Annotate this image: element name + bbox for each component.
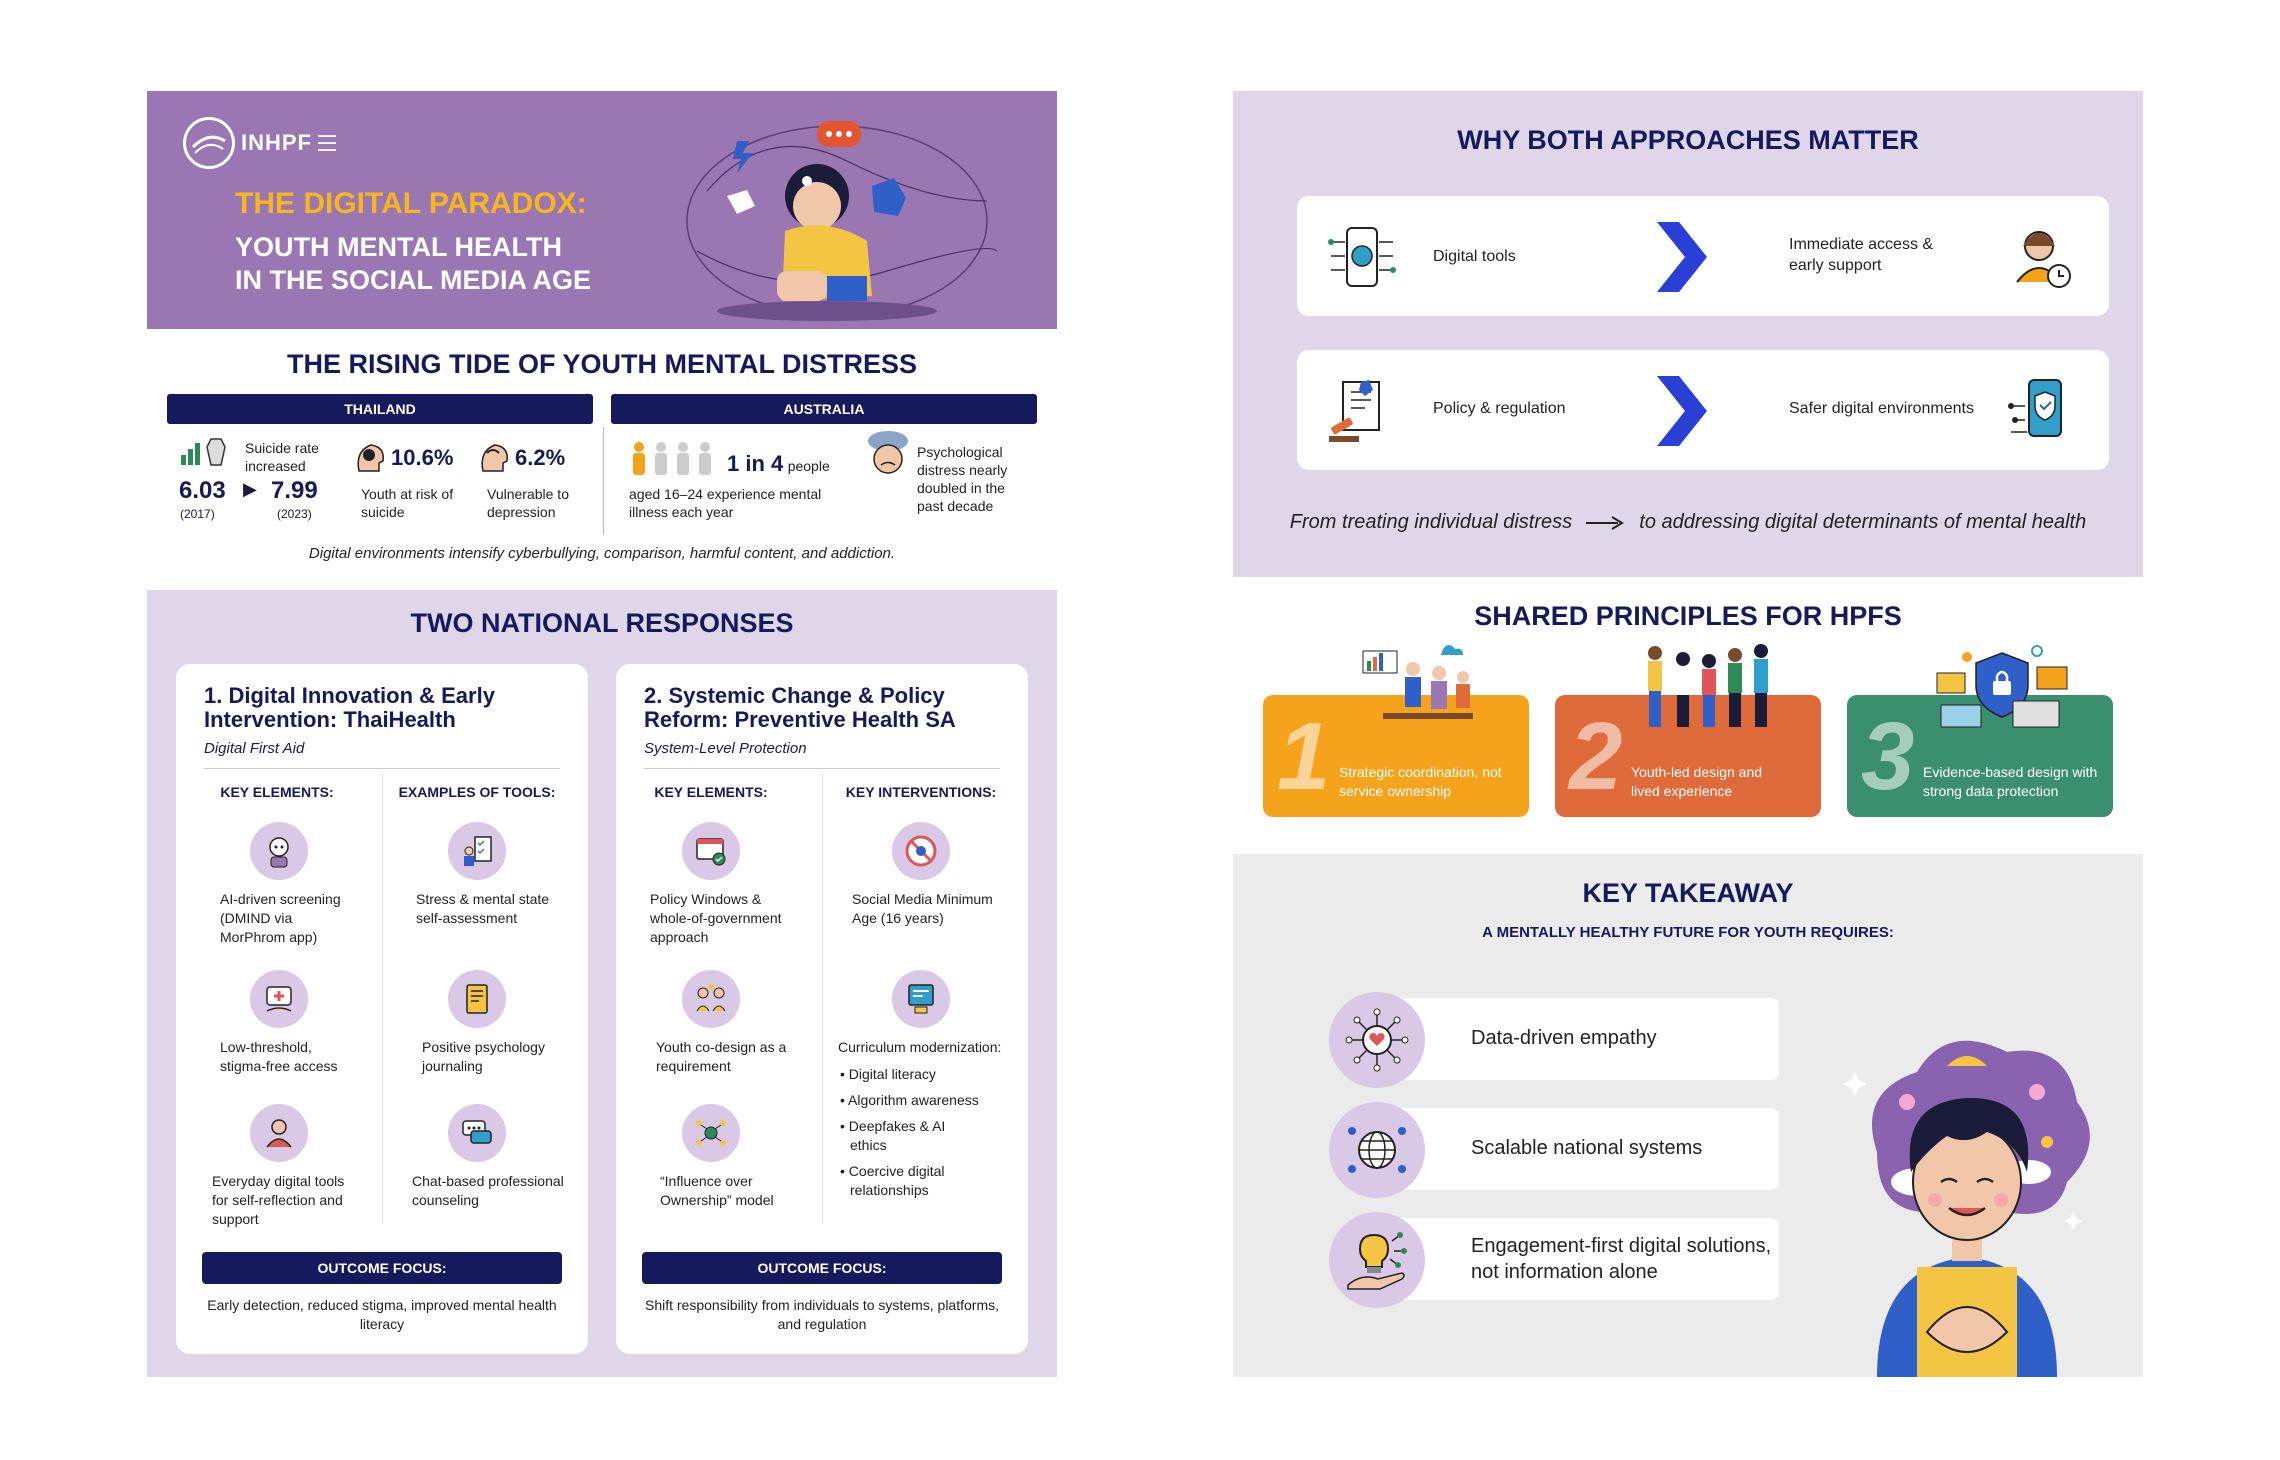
- takeaway-item-3-text: Engagement-first digital solutions, not information alone: [1471, 1235, 1772, 1283]
- why-footer-to: to addressing digital determinants of mental health: [1639, 511, 2087, 533]
- lightbulb-hand-icon: [1329, 1212, 1425, 1308]
- card2-heading: 2. Systemic Change & Policy Reform: Preventive Health SA: [644, 683, 956, 732]
- risk-label: Youth at risk of suicide: [361, 486, 454, 520]
- logo-text: INHPF: [241, 130, 312, 155]
- year-2017: (2017): [180, 507, 215, 521]
- data-protection-illustration: [1927, 643, 2077, 743]
- card1-outcome-text: Early detection, reduced stigma, improved mental health literacy: [207, 1297, 557, 1332]
- people-ratio-icon: [629, 441, 719, 477]
- suicide-rate-2017: 6.03: [179, 477, 226, 504]
- curriculum-bullet-4: • Coercive digital relationships: [840, 1163, 945, 1198]
- why-row2-left: Policy & regulation: [1433, 400, 1566, 417]
- globe-network-icon: [1329, 1102, 1425, 1198]
- card2-col1-header: KEY ELEMENTS:: [654, 784, 768, 800]
- ratio-unit: people: [787, 458, 830, 474]
- ratio-value: 1 in 4: [727, 451, 784, 476]
- card2-outcome-label: OUTCOME FOCUS:: [642, 1252, 1002, 1284]
- card2-intervention-1: Social Media Minimum Age (16 years): [852, 891, 993, 926]
- card2-intervention-2: Curriculum modernization:: [838, 1039, 1002, 1055]
- card2-divider: [644, 768, 1000, 769]
- principle-1-text: Strategic coordination, not service ownership: [1339, 764, 1502, 799]
- card2-column-divider: [822, 774, 823, 1224]
- card1-column-divider: [382, 774, 383, 1224]
- shared-principles-section: [1233, 577, 2143, 854]
- influence-network-icon: [682, 1104, 740, 1162]
- policy-window-icon: [682, 822, 740, 880]
- card2-subtitle: System-Level Protection: [644, 740, 807, 757]
- preventive-health-sa-card: [616, 664, 1028, 1354]
- vulnerable-label: Vulnerable to depression: [487, 486, 569, 520]
- curriculum-bullet-1: • Digital literacy: [840, 1066, 936, 1082]
- hero-title-line1: THE DIGITAL PARADOX:: [235, 187, 587, 220]
- country-divider: [603, 427, 604, 535]
- rising-footnote: Digital environments intensify cyberbullying, comparison, harmful content, and addiction.: [308, 545, 896, 562]
- chevron-right-icon: [1657, 376, 1707, 446]
- left-infographic: [147, 91, 1057, 1377]
- chat-bubbles-icon: [448, 1104, 506, 1162]
- policy-gavel-icon: [1327, 376, 1397, 446]
- card1-col2-header: EXAMPLES OF TOOLS:: [398, 784, 556, 800]
- youth-group-illustration: [1635, 643, 1785, 743]
- hero-title-line3: IN THE SOCIAL MEDIA AGE: [235, 265, 592, 295]
- ai-robot-icon: [250, 822, 308, 880]
- card2-element-2: Youth co-design as a requirement: [656, 1039, 787, 1074]
- card1-element-3: Everyday digital tools for self-reflection and support: [212, 1173, 345, 1227]
- card1-divider: [204, 768, 560, 769]
- chevron-right-icon: [1657, 222, 1707, 292]
- why-title: WHY BOTH APPROACHES MATTER: [1457, 125, 1919, 155]
- principle-2-text: Youth-led design and lived experience: [1631, 764, 1763, 799]
- why-both-approaches-section: [1233, 91, 2143, 577]
- takeaway-item-1-text: Data-driven empathy: [1471, 1027, 1657, 1049]
- takeaway-item-3: [1329, 1218, 1779, 1300]
- curriculum-screen-icon: [892, 970, 950, 1028]
- principle-1-number: 1: [1277, 703, 1331, 810]
- distress-description-text: Psychological distress nearly doubled in the past decade: [917, 444, 1008, 514]
- data-heart-network-icon: [1329, 992, 1425, 1088]
- bar-chart-coffin-icon: [179, 437, 231, 467]
- team-meeting-illustration: [1343, 643, 1493, 743]
- key-takeaway-section: [1233, 854, 2143, 1377]
- happy-youth-illustration: [1837, 1032, 2097, 1377]
- logo-tagline-lines: ▬▬▬ ▬▬▬ ▬▬▬: [318, 132, 336, 153]
- medical-tablet-icon: [250, 970, 308, 1028]
- thailand-label: THAILAND: [167, 394, 593, 424]
- why-row2-right: Safer digital environments: [1789, 400, 1974, 417]
- card1-element-2: Low-threshold, stigma-free access: [220, 1039, 338, 1074]
- principle-card-2: [1555, 695, 1821, 817]
- year-2023: (2023): [277, 507, 312, 521]
- why-row-digital-tools: [1297, 196, 2109, 316]
- takeaway-title: KEY TAKEAWAY: [1582, 878, 1794, 908]
- rising-tide-section: [147, 329, 1057, 590]
- long-arrow-right-icon: [1586, 516, 1626, 530]
- arrow-right-icon: ▶: [243, 479, 257, 499]
- two-national-responses-section: [147, 590, 1057, 1377]
- why-footer: [1233, 511, 2143, 534]
- card2-col2-header: KEY INTERVENTIONS:: [845, 784, 997, 800]
- why-footer-from: From treating individual distress: [1289, 511, 1573, 533]
- takeaway-item-1: [1329, 998, 1779, 1080]
- why-row-policy: [1297, 350, 2109, 470]
- card2-element-3: “Influence over Ownership” model: [660, 1173, 774, 1208]
- responses-title: TWO NATIONAL RESPONSES: [410, 608, 794, 638]
- no-social-media-icon: [892, 822, 950, 880]
- why-row1-right: Immediate access & early support: [1789, 236, 1934, 274]
- curriculum-bullet-2: • Algorithm awareness: [840, 1092, 979, 1108]
- card1-heading: 1. Digital Innovation & Early Intervention: ThaiHealth: [204, 683, 495, 732]
- secure-phone-shield-icon: [2007, 376, 2077, 446]
- head-sad-icon: [477, 441, 511, 475]
- card1-subtitle: Digital First Aid: [204, 740, 305, 757]
- support-agent-clock-icon: [2007, 222, 2077, 292]
- card1-tool-1: Stress & mental state self-assessment: [416, 891, 550, 926]
- inhpf-logo: [183, 117, 354, 169]
- principle-3-text: Evidence-based design with strong data protection: [1923, 764, 2098, 799]
- vulnerable-percent: 6.2%: [515, 445, 566, 470]
- card1-col1-header: KEY ELEMENTS:: [220, 784, 334, 800]
- why-row1-left: Digital tools: [1433, 248, 1516, 265]
- checklist-person-icon: [448, 822, 506, 880]
- card2-curriculum-bullets: [840, 1065, 1010, 1200]
- ratio-description: aged 16–24 experience mental illness each year: [629, 486, 822, 520]
- suicide-rate-label: Suicide rate increased: [245, 440, 319, 474]
- card1-tool-2: Positive psychology journaling: [422, 1039, 545, 1074]
- head-warning-icon: [353, 441, 387, 475]
- journal-icon: [448, 970, 506, 1028]
- distress-description: [873, 443, 1023, 515]
- australia-label: AUSTRALIA: [611, 394, 1037, 424]
- logo-globe-icon: [183, 117, 235, 169]
- smartphone-network-icon: [1327, 222, 1397, 292]
- hero-title-line2: YOUTH MENTAL HEALTH: [235, 232, 562, 262]
- takeaway-item-2: [1329, 1108, 1779, 1190]
- rising-title: THE RISING TIDE OF YOUTH MENTAL DISTRESS: [286, 349, 918, 379]
- thaihealth-card: [176, 664, 588, 1354]
- card1-element-1: AI-driven screening (DMIND via MorPhrom app): [220, 891, 341, 945]
- principle-2-number: 2: [1569, 703, 1623, 810]
- principle-3-number: 3: [1861, 703, 1915, 810]
- card1-outcome-label: OUTCOME FOCUS:: [202, 1252, 562, 1284]
- card1-tool-3: Chat-based professional counseling: [412, 1173, 564, 1208]
- hero-banner: [147, 91, 1057, 329]
- co-design-people-icon: [682, 970, 740, 1028]
- card2-outcome-text: Shift responsibility from individuals to systems, platforms, and regulation: [644, 1297, 999, 1332]
- ratio-stat: [727, 451, 830, 477]
- card2-element-1: Policy Windows & whole-of-government approach: [650, 891, 782, 945]
- risk-percent: 10.6%: [391, 445, 454, 470]
- principle-card-3: [1847, 695, 2113, 817]
- suicide-rate-2023: 7.99: [271, 477, 318, 504]
- takeaway-subtitle: A MENTALLY HEALTHY FUTURE FOR YOUTH REQUIRES:: [1482, 924, 1894, 941]
- self-hug-icon: [250, 1104, 308, 1162]
- distressed-youth-illustration: [667, 101, 1007, 325]
- takeaway-item-2-text: Scalable national systems: [1471, 1137, 1703, 1159]
- curriculum-bullet-3: • Deepfakes & AI ethics: [840, 1118, 946, 1153]
- principle-card-1: [1263, 695, 1529, 817]
- shared-title: SHARED PRINCIPLES FOR HPFS: [1474, 601, 1902, 631]
